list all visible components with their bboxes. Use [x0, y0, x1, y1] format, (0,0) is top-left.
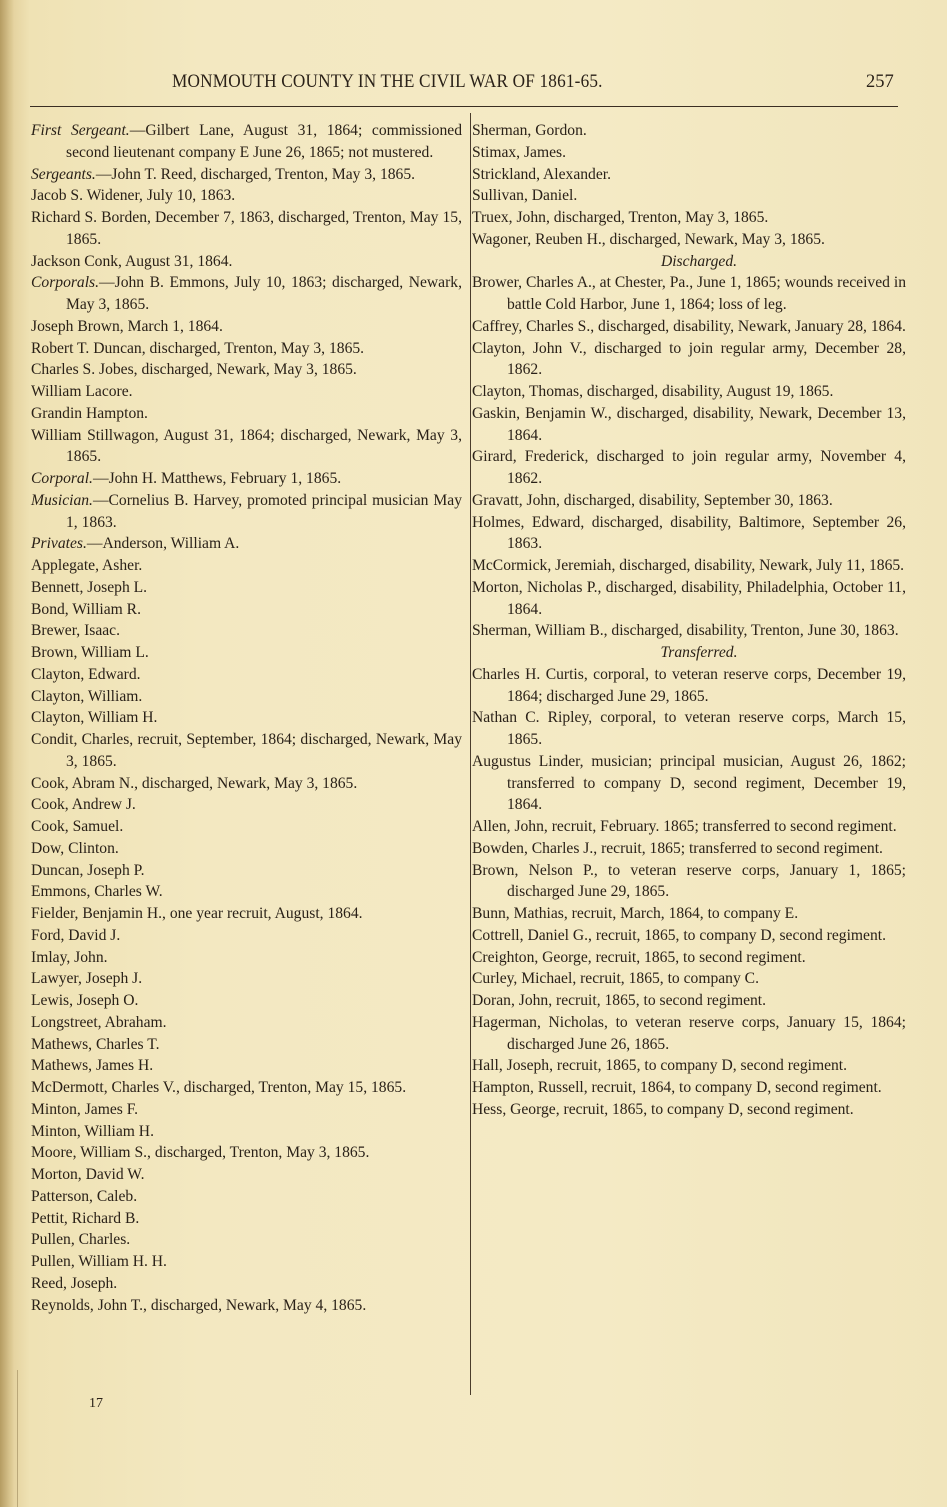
roster-entry: Hampton, Russell, recruit, 1864, to company D, second regiment. [472, 1079, 882, 1096]
entry-text: Richard S. Borden, December 7, 1863, discharged, Trenton, May 15, 1865. [31, 209, 462, 248]
entry-text: Dow, Clinton. [31, 839, 119, 857]
roster-entry: Morton, Nicholas P., discharged, disability, Philadelphia, October 11, 1864. [472, 578, 906, 618]
roster-entry [31, 338, 462, 360]
running-title: MONMOUTH COUNTY IN THE CIVIL WAR OF 1861-65. [172, 72, 603, 92]
roster-entry [31, 947, 462, 969]
entry-text: Charles S. Jobes, discharged, Newark, May 3, 1865. [31, 361, 357, 379]
roster-entry: Brower, Charles A., at Chester, Pa., June 1, 1865; wounds received in battle Cold Harbor, June 1, 1864; loss of leg. [472, 274, 906, 313]
roster-entry: McCormick, Jeremiah, discharged, disability, Newark, July 11, 1865. [472, 557, 905, 574]
entry-text: —Cornelius B. Harvey, promoted principal musician May 1, 1863. [66, 491, 462, 531]
roster-entry: Sherman, Gordon. [472, 122, 587, 139]
roster-entry [31, 1229, 462, 1251]
roster-entry [31, 120, 462, 164]
entry-text: Joseph Brown, March 1, 1864. [31, 317, 223, 335]
roster-entry [31, 1251, 462, 1273]
entry-text: Duncan, Joseph P. [31, 861, 145, 879]
roster-entry [31, 1121, 462, 1143]
entry-text: Morton, David W. [31, 1166, 145, 1183]
roster-entry: Sullivan, Daniel. [472, 187, 578, 205]
entry-text: Cook, Abram N., discharged, Newark, May 3, 1865. [31, 774, 358, 792]
entry-text: Patterson, Caleb. [31, 1187, 138, 1205]
rank-label: Sergeants. [31, 165, 96, 183]
entry-text: Grandin Hampton. [31, 404, 148, 422]
entry-text: Clayton, Edward. [31, 665, 141, 683]
roster-entry: Clayton, Thomas, discharged, disability, August 19, 1865. [472, 383, 834, 400]
entry-text: Longstreet, Abraham. [31, 1013, 167, 1031]
entry-text: Bond, William R. [31, 600, 141, 618]
roster-entry [31, 1012, 462, 1034]
roster-entry: Wagoner, Reuben H., discharged, Newark, May 3, 1865. [472, 230, 825, 248]
entry-text: —John T. Reed, discharged, Trenton, May 3, 1865. [95, 165, 416, 183]
rank-label: Corporals. [31, 274, 100, 292]
roster-entry [31, 664, 462, 686]
roster-entry [31, 185, 462, 207]
roster-entry [31, 1295, 462, 1317]
roster-entry [31, 1273, 462, 1295]
entry-text: Bennett, Joseph L. [31, 578, 148, 596]
entry-text: —John H. Matthews, February 1, 1865. [92, 470, 342, 487]
rank-label: First Sergeant. [31, 122, 130, 139]
signature-mark: 17 [89, 1396, 103, 1411]
running-header [0, 72, 947, 96]
roster-entry [31, 968, 462, 990]
entry-text: William Lacore. [31, 383, 133, 400]
roster-entry [31, 990, 462, 1012]
roster-entry [31, 881, 462, 903]
entry-text: Emmons, Charles W. [31, 883, 163, 901]
entry-text: Brewer, Isaac. [31, 622, 120, 640]
roster-entry [31, 468, 462, 490]
roster-entry [31, 425, 462, 469]
roster-entry [31, 1034, 462, 1056]
entry-text: Jackson Conk, August 31, 1864. [31, 252, 233, 270]
roster-entry: Truex, John, discharged, Trenton, May 3, 1865. [472, 209, 769, 226]
roster-entry: Caffrey, Charles S., discharged, disability, Newark, January 28, 1864. [472, 317, 906, 335]
entry-text: Reed, Joseph. [31, 1274, 118, 1292]
entry-text: —John B. Emmons, July 10, 1863; discharged, Newark, May 3, 1865. [66, 274, 462, 313]
roster-entry: Hess, George, recruit, 1865, to company D, second regiment. [472, 1100, 854, 1118]
roster-entry [31, 1142, 462, 1164]
roster-entry: Bowden, Charles J., recruit, 1865; transferred to second regiment. [472, 839, 883, 857]
roster-entry [31, 1186, 462, 1208]
entry-text: McDermott, Charles V., discharged, Trenton, May 15, 1865. [31, 1079, 407, 1096]
roster-entry [31, 903, 462, 925]
entry-text: Robert T. Duncan, discharged, Trenton, May 3, 1865. [31, 339, 365, 357]
entry-text: Jacob S. Widener, July 10, 1863. [31, 187, 236, 205]
entry-text: Minton, James F. [31, 1100, 139, 1118]
roster-entry: Girard, Frederick, discharged to join regular army, November 4, 1862. [472, 448, 906, 487]
roster-entry [31, 316, 462, 338]
roster-entry: Charles H. Curtis, corporal, to veteran reserve corps, December 19, 1864; discharged June 29, 1865. [472, 665, 906, 705]
roster-entry [31, 251, 462, 273]
roster-entry: Strickland, Alexander. [472, 165, 612, 183]
discharged-list [472, 272, 906, 642]
entry-text: Cook, Andrew J. [31, 796, 136, 814]
entry-text: Fielder, Benjamin H., one year recruit, August, 1864. [31, 905, 363, 922]
roster-entry [31, 925, 462, 947]
roster-entry: Allen, John, recruit, February. 1865; transferred to second regiment. [472, 818, 897, 835]
roster-entry [31, 207, 462, 251]
roster-entry [31, 359, 462, 381]
entry-text: —Gilbert Lane, August 31, 1864; commissioned second lieutenant company E June 26, 1865; not mustered. [66, 122, 462, 161]
entry-text: Moore, William S., discharged, Trenton, May 3, 1865. [31, 1144, 370, 1162]
roster-entry: Hall, Joseph, recruit, 1865, to company D, second regiment. [472, 1057, 848, 1075]
roster-entry [31, 599, 462, 621]
rank-label: Privates. [31, 535, 87, 553]
roster-entry [31, 773, 462, 795]
roster-entry: Cottrell, Daniel G., recruit, 1865, to company D, second regiment. [472, 926, 886, 944]
roster-entry [31, 1099, 462, 1121]
roster-entry: Sherman, William B., discharged, disability, Trenton, June 30, 1863. [472, 622, 899, 640]
rank-label: Corporal. [31, 470, 93, 487]
roster-entry [31, 272, 462, 316]
entry-text: Minton, William H. [31, 1122, 154, 1140]
roster-entry: Gravatt, John, discharged, disability, September 30, 1863. [472, 491, 833, 509]
header-rule [30, 106, 898, 107]
roster-entry [31, 1164, 462, 1186]
entry-text: Imlay, John. [31, 948, 108, 966]
roster-entry [31, 403, 462, 425]
roster-entry: Clayton, John V., discharged to join regular army, December 28, 1862. [472, 339, 906, 379]
column-divider [470, 113, 471, 1395]
entry-text: Lewis, Joseph O. [31, 992, 139, 1009]
roster-entry: Bunn, Mathias, recruit, March, 1864, to company E. [472, 905, 799, 922]
roster-entry [31, 1055, 462, 1077]
entry-text: Condit, Charles, recruit, September, 1864; discharged, Newark, May 3, 1865. [31, 731, 462, 770]
roster-entry [31, 816, 462, 838]
roster-entry [31, 686, 462, 708]
right-column [472, 120, 906, 1121]
roster-entry: Gaskin, Benjamin W., discharged, disability, Newark, December 13, 1864. [472, 404, 906, 444]
roster-entry: Curley, Michael, recruit, 1865, to company C. [472, 970, 759, 988]
roster-entry [31, 164, 462, 186]
roster-entry [31, 577, 462, 599]
roster-entry: Augustus Linder, musician; principal musician, August 26, 1862; transferred to company D, second regiment, December 19, 1864. [472, 752, 906, 814]
entry-text: Pullen, Charles. [31, 1231, 131, 1249]
section-heading-transferred: Transferred. [660, 644, 738, 661]
entry-text: Clayton, William. [31, 687, 143, 705]
page-edge-line [17, 1370, 18, 1507]
roster-entry [31, 381, 462, 403]
entry-text: Pettit, Richard B. [31, 1209, 140, 1227]
roster-entry: Hagerman, Nicholas, to veteran reserve corps, January 15, 1864; discharged June 26, 1865. [472, 1013, 906, 1053]
roster-entry [31, 555, 462, 577]
roster-entry [31, 860, 462, 882]
roster-entry: Creighton, George, recruit, 1865, to second regiment. [472, 948, 806, 966]
transferred-list [472, 664, 906, 1121]
entry-text: Reynolds, John T., discharged, Newark, May 4, 1865. [31, 1296, 367, 1314]
section-heading-discharged: Discharged. [660, 252, 738, 270]
entry-text: Applegate, Asher. [31, 557, 143, 574]
entry-text: Cook, Samuel. [31, 818, 124, 835]
entry-text: Pullen, William H. H. [31, 1253, 167, 1270]
roster-entry [31, 838, 462, 860]
roster-entry [31, 1077, 462, 1099]
entry-text: William Stillwagon, August 31, 1864; discharged, Newark, May 3, 1865. [31, 426, 462, 466]
entry-text: Mathews, James H. [31, 1057, 154, 1075]
entry-text: Brown, William L. [31, 644, 149, 661]
entry-text: Clayton, William H. [31, 709, 158, 727]
entry-text: Lawyer, Joseph J. [31, 970, 143, 988]
entry-text: Mathews, Charles T. [31, 1035, 160, 1053]
roster-entry [31, 729, 462, 773]
privates-continued-list [472, 120, 906, 251]
roster-entry [31, 620, 462, 642]
roster-entry [31, 1208, 462, 1230]
roster-entry: Nathan C. Ripley, corporal, to veteran reserve corps, March 15, 1865. [472, 709, 906, 748]
page-binding-edge [0, 0, 14, 1507]
entry-text: Ford, David J. [31, 926, 121, 944]
rank-label: Musician. [31, 491, 93, 509]
roster-entry [31, 490, 462, 534]
page-number: 257 [866, 72, 894, 92]
left-column [31, 120, 462, 1316]
roster-entry [31, 707, 462, 729]
roster-entry: Holmes, Edward, discharged, disability, Baltimore, September 26, 1863. [472, 513, 906, 553]
roster-entry: Doran, John, recruit, 1865, to second regiment. [472, 992, 767, 1009]
roster-entry [31, 642, 462, 664]
roster-entry [31, 794, 462, 816]
entry-text: —Anderson, William A. [86, 535, 240, 553]
roster-entry [31, 533, 462, 555]
roster-entry: Brown, Nelson P., to veteran reserve corps, January 1, 1865; discharged June 29, 1865. [472, 861, 906, 901]
roster-entry: Stimax, James. [472, 143, 566, 161]
